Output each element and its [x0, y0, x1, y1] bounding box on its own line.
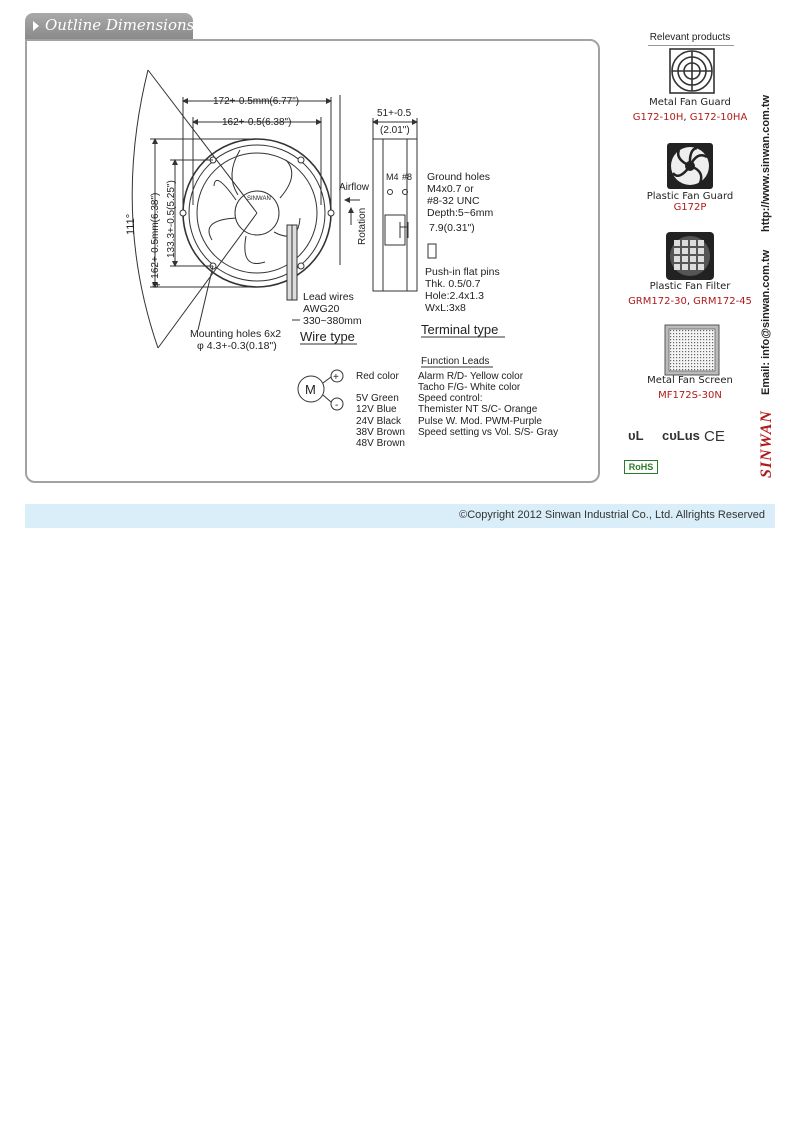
product-codes-fan-filter[interactable] — [610, 296, 770, 307]
cul-mark-icon: cᴜLus — [662, 428, 700, 443]
ground-holes-4: Depth:5~6mm — [427, 207, 494, 219]
dim-outer-width: 172+-0.5mm(6.77") — [213, 96, 300, 107]
function-tacho: Tacho F/G- White color — [418, 382, 521, 393]
no8-label: #8 — [402, 172, 413, 182]
mounting-holes-size: φ 4.3+-0.3(0.18") — [197, 340, 277, 352]
hub-logo: SINWAN — [247, 196, 271, 202]
ground-holes-1: Ground holes — [427, 171, 491, 183]
product-name-fan-screen: Metal Fan Screen — [647, 375, 733, 386]
voltage-5v: 5V Green — [356, 393, 399, 404]
dim-diameter: φ 162+-0.5mm(6.38") — [150, 192, 161, 288]
copyright-text: ©Copyright 2012 Sinwan Industrial Co., Ltd. Allrights Reserved — [459, 509, 765, 521]
mounting-holes-label: Mounting holes 6x2 — [190, 328, 282, 340]
dim-angle: 111° — [125, 213, 137, 235]
function-alarm: Alarm R/D- Yellow color — [418, 371, 524, 382]
rotation-label: Rotation — [357, 207, 368, 245]
function-speed-setting: Speed setting vs Vol. S/S- Gray — [418, 427, 559, 438]
voltage-38v: 38V Brown — [356, 427, 405, 438]
footer-bar — [25, 504, 775, 528]
relevant-products-title: Relevant products — [649, 32, 731, 43]
flat-pins-2: Thk. 0.5/0.7 — [425, 278, 481, 290]
product-codes-plastic-guard[interactable] — [610, 202, 770, 213]
flat-pins-1: Push-in flat pins — [425, 266, 500, 278]
side-depth-inch: (2.01") — [380, 125, 410, 136]
ul-mark-icon: ᴜL — [628, 428, 644, 443]
fan-filter-icon[interactable] — [666, 232, 714, 280]
wire-length: 330~380mm — [303, 315, 362, 327]
voltage-48v: 48V Brown — [356, 438, 405, 449]
terminal-type-title: Terminal type — [421, 322, 499, 337]
product-codes-fan-screen[interactable] — [610, 390, 770, 401]
product-name-plastic-guard: Plastic Fan Guard — [646, 191, 734, 202]
product-code[interactable]: G172P — [673, 202, 707, 213]
function-speed: Speed control: — [418, 393, 483, 404]
voltage-24v: 24V Black — [356, 416, 402, 427]
airflow-label: Airflow — [339, 182, 370, 193]
product-code[interactable]: G172-10HA — [689, 112, 748, 123]
fan-screen-icon[interactable] — [664, 324, 720, 376]
wire-lead-label: Lead wires — [303, 291, 354, 303]
plus-terminal: + — [333, 372, 339, 383]
code-separator: , — [686, 296, 694, 307]
terminal-dim: 7.9(0.31") — [429, 222, 475, 234]
plastic-guard-icon[interactable] — [667, 143, 713, 189]
m4-label: M4 — [386, 172, 399, 182]
dim-inner-width: 162+-0.5(6.38") — [222, 117, 292, 128]
code-separator: , — [683, 112, 690, 123]
ground-holes-2: M4x0.7 or — [427, 183, 474, 195]
product-name-metal-guard: Metal Fan Guard — [649, 97, 731, 108]
dim-hole-spacing: 133.3+-0.5(5.25") — [166, 180, 177, 258]
section-title: Outline Dimensions — [45, 16, 195, 34]
product-codes-metal-guard[interactable] — [610, 112, 770, 123]
metal-guard-icon[interactable] — [664, 48, 720, 94]
product-code[interactable]: GRM172-30 — [628, 296, 687, 307]
product-code[interactable]: GRM172-45 — [693, 296, 752, 307]
red-color: Red color — [356, 371, 399, 382]
rohs-badge: RoHS — [624, 460, 658, 474]
email-link[interactable]: Email: info@sinwan.com.tw — [760, 249, 772, 395]
flat-pins-3: Hole:2.4x1.3 — [425, 290, 484, 302]
motor-label: M — [305, 382, 316, 397]
ce-mark-icon: CE — [704, 428, 725, 445]
wire-type-title: Wire type — [300, 329, 355, 344]
voltage-12v: 12V Blue — [356, 404, 397, 415]
ground-holes-3: #8-32 UNC — [427, 195, 480, 207]
function-thermistor: Themister NT S/C- Orange — [418, 404, 538, 415]
flat-pins-4: WxL:3x8 — [425, 302, 466, 314]
product-name-fan-filter: Plastic Fan Filter — [649, 281, 731, 292]
minus-terminal: - — [335, 400, 339, 411]
website-link[interactable]: http://www.sinwan.com.tw — [760, 94, 772, 232]
function-pwm: Pulse W. Mod. PWM-Purple — [418, 416, 542, 427]
product-code[interactable]: MF172S-30N — [658, 390, 722, 401]
relevant-divider — [648, 45, 734, 46]
function-leads-title: Function Leads — [421, 356, 490, 367]
wire-awg: AWG20 — [303, 303, 340, 315]
side-depth-dim: 51+-0.5 — [377, 108, 412, 119]
brand-logo: SINWAN — [758, 410, 775, 478]
product-code[interactable]: G172-10H — [632, 112, 684, 123]
